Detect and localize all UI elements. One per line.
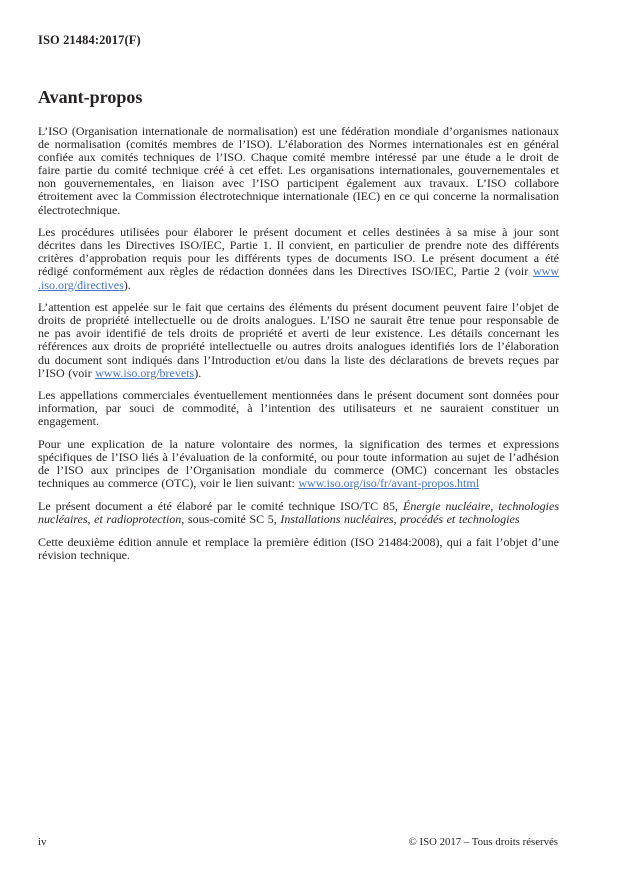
paragraphs: [38, 125, 559, 562]
paragraph: [38, 226, 559, 291]
body-text: Le présent document a été élaboré par le comité technique ISO/TC 85,: [38, 498, 404, 513]
page-number: iv: [38, 836, 47, 848]
body-text: L’attention est appelée sur le fait que certains des éléments du présent document peuvent faire l’objet de droits de propriété intellectuelle ou de droits analogues. L’ISO ne saurait être tenue pour responsable de ne pas avoir identifié de tels droits de propriété et averti de leur existence. Les détails concernant les références aux droits de propriété intellectuelle ou autres droits analogues identifiés lors de l’élaboration du document sont indiqués dans l’Introduction et/ou dans la liste des déclarations de brevets reçues par l’ISO (voir: [38, 300, 559, 380]
body-text: Pour une explication de la nature volontaire des normes, la signification des termes et expressions spécifiques de l’ISO liés à l’évaluation de la conformité, ou pour toute information au sujet de l’adhésion de l’ISO aux principes de l’Organisation mondiale du commerce (OMC) concernant les obstacles techniques au commerce (OTC), voir le lien suivant:: [38, 436, 559, 491]
paragraph: [38, 500, 559, 526]
italic-text: Énergie nucléaire, technologies nucléaires, et radioprotection: [38, 498, 559, 526]
page-footer: [38, 836, 558, 848]
page-content: [38, 0, 559, 571]
body-text: ).: [123, 277, 131, 292]
hyperlink[interactable]: www.iso.org/brevets: [95, 365, 195, 380]
paragraph: [38, 301, 559, 380]
body-text: Cette deuxième édition annule et remplace la première édition (ISO 21484:2008), qui a fait l’objet d’une révision technique.: [38, 534, 559, 562]
paragraph: [38, 536, 559, 562]
hyperlink[interactable]: www.iso.org/iso/fr/avant-propos.html: [298, 476, 480, 491]
paragraph: [38, 438, 559, 490]
document-reference: ISO 21484:2017(F): [38, 33, 141, 47]
page-title: Avant-propos: [38, 87, 143, 107]
body-text: Les appellations commerciales éventuellement mentionnées dans le présent document sont données pour information, par souci de commodité, à l’intention des utilisateurs et ne sauraient constituer un engagement.: [38, 388, 559, 429]
body-text: L’ISO (Organisation internationale de normalisation) est une fédération mondiale d’organismes nationaux de normalisation (comités membres de l’ISO). L’élaboration des Normes internationales est en général confiée aux comités techniques de l’ISO. Chaque comité membre intéressé par une étude a le droit de faire partie du comité technique créé à cet effet. Les organisations internationales, gouvernementales et non gouvernementales, en liaison avec l’ISO participent également aux travaux. L’ISO collabore étroitement avec la Commission électrotechnique internationale (IEC) en ce qui concerne la normalisation électrotechnique.: [38, 124, 559, 217]
body-text: , sous-comité SC 5,: [181, 511, 281, 526]
copyright-notice: © ISO 2017 – Tous droits réservés: [408, 836, 558, 848]
body-text: Les procédures utilisées pour élaborer le présent document et celles destinées à sa mise à jour sont décrites dans les Directives ISO/IEC, Partie 1. Il convient, en particulier de prendre note des différents critères d’approbation requis pour les différents types de documents ISO. Le présent document a été rédigé conformément aux règles de rédaction données dans les Directives ISO/IEC, Partie 2 (voir: [38, 225, 559, 279]
hyperlink[interactable]: www .iso.org/directives: [38, 264, 559, 292]
paragraph: [38, 125, 559, 217]
body-text: ).: [194, 365, 202, 380]
italic-text: Installations nucléaires, procédés et technologies: [280, 511, 520, 526]
paragraph: [38, 389, 559, 428]
